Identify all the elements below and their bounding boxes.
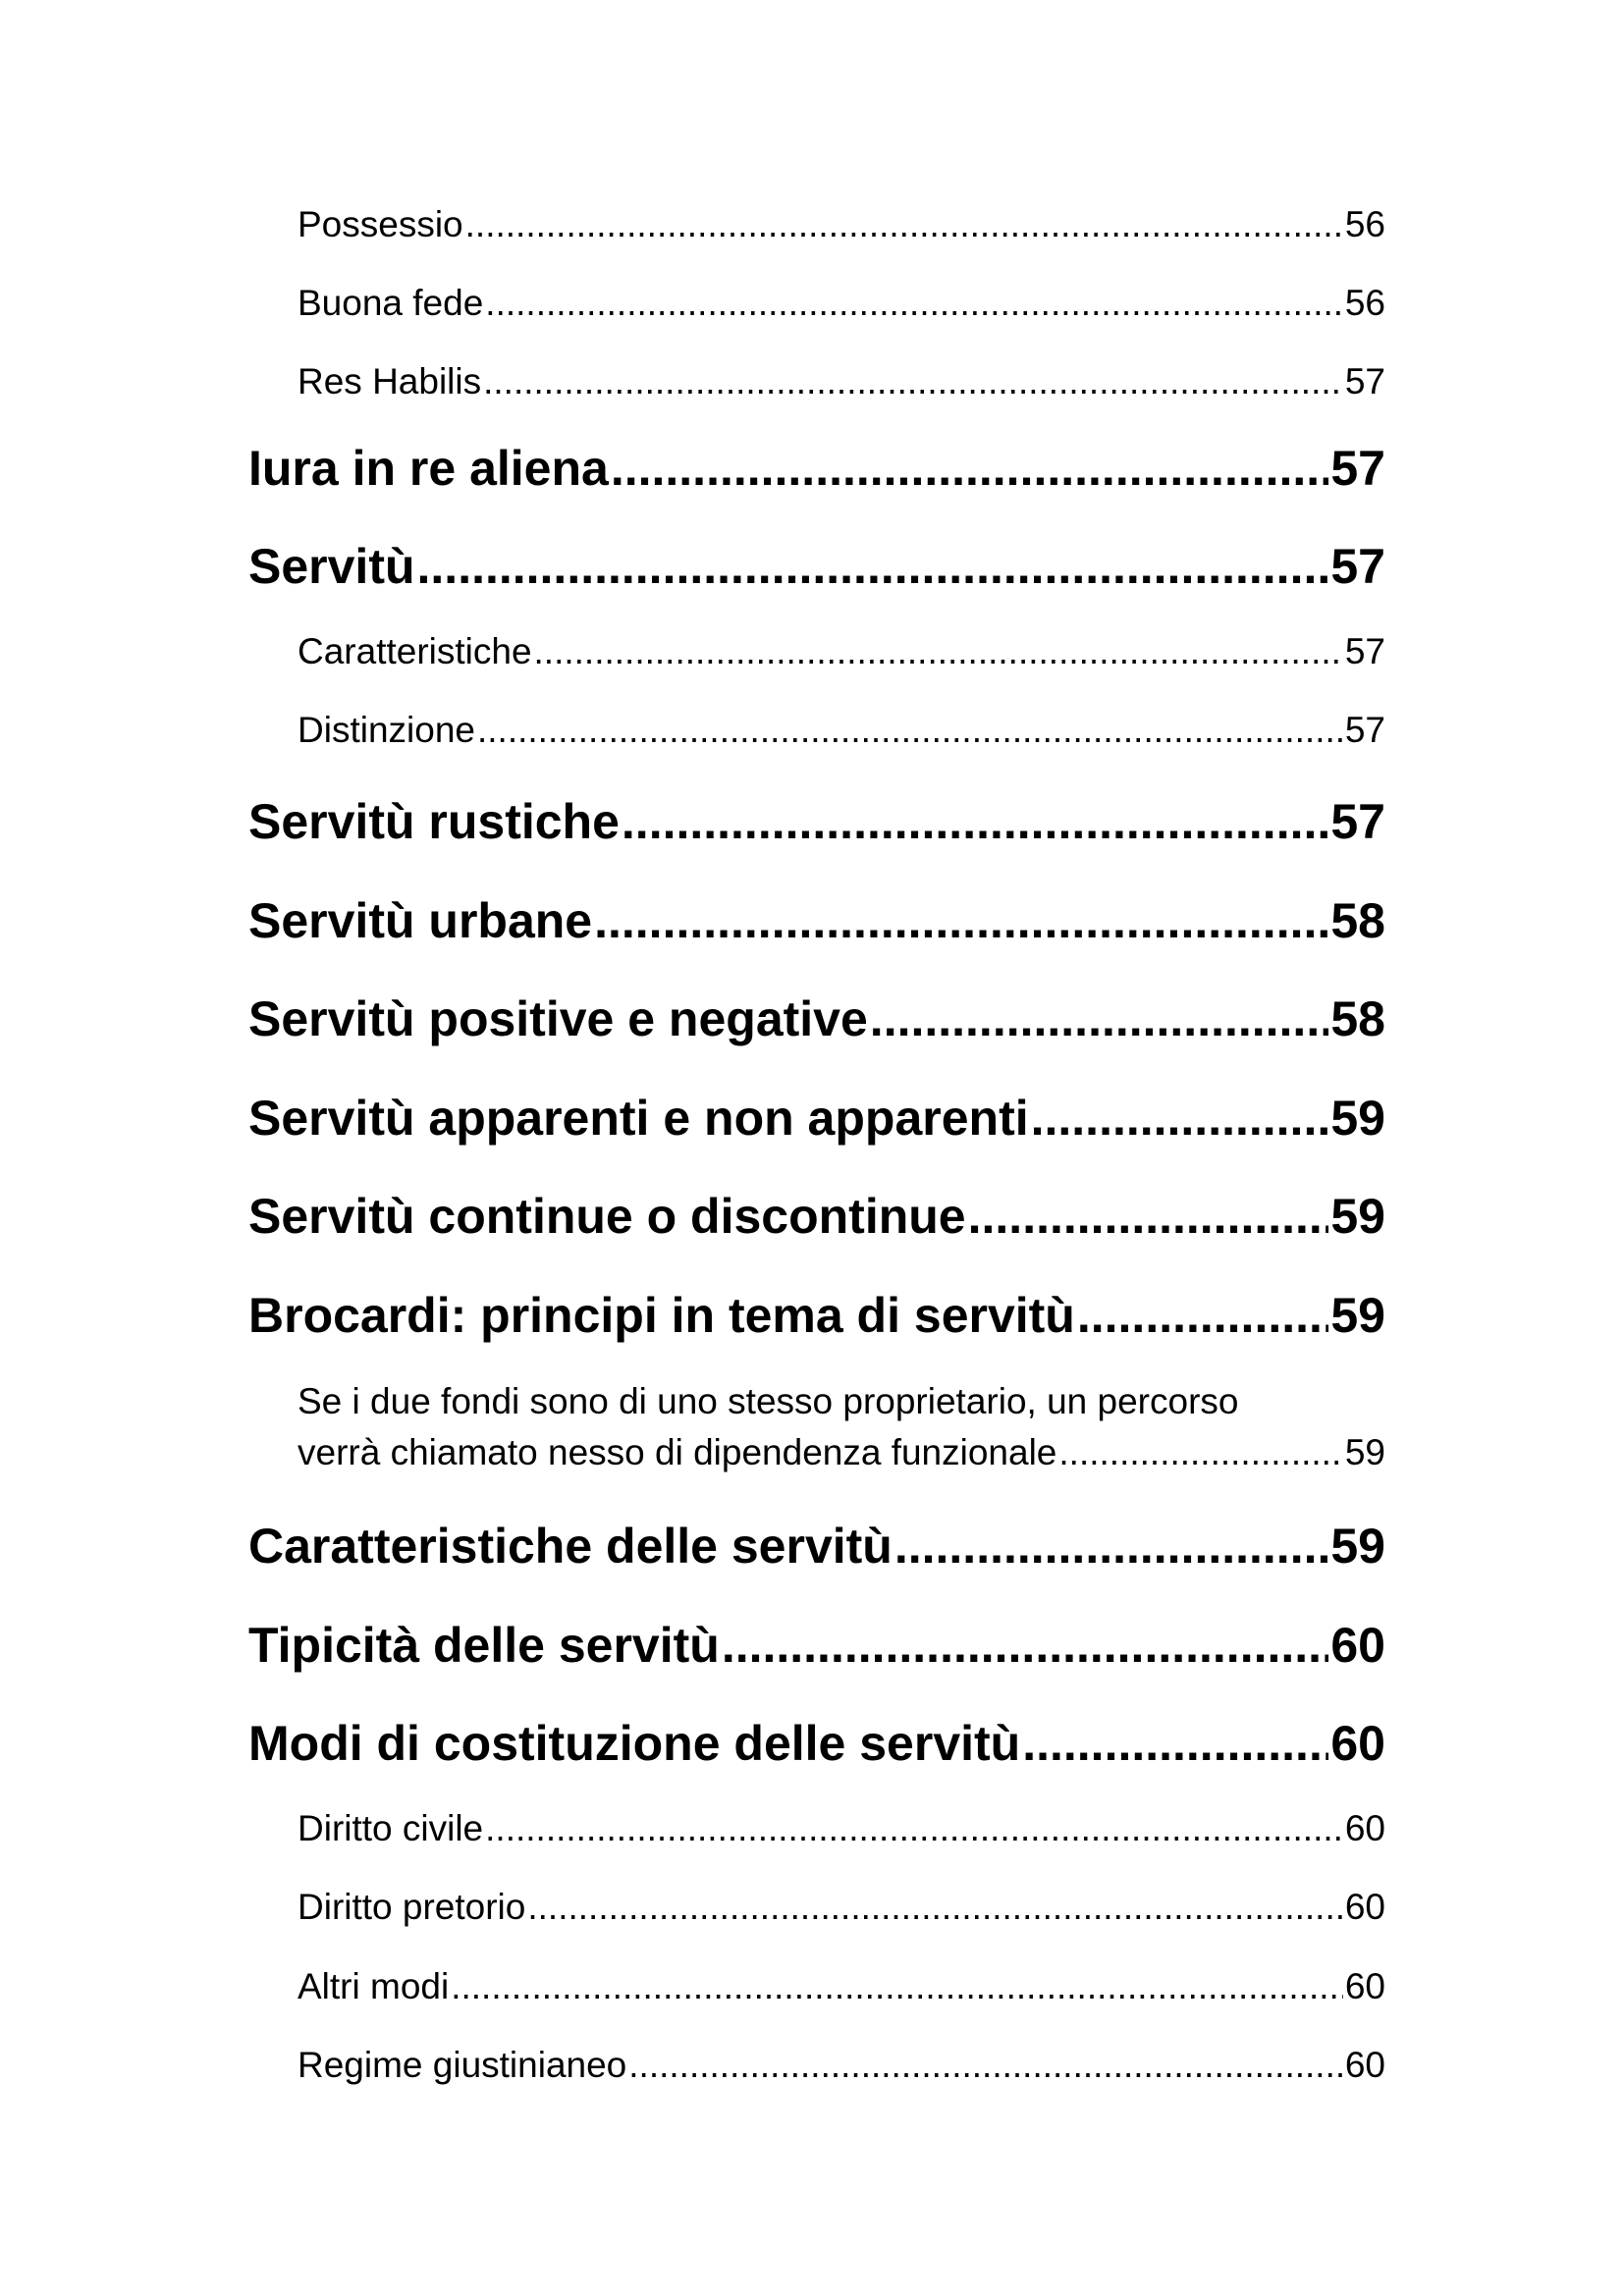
toc-entry-distinzione[interactable] [298,706,1385,755]
toc-entry-page: 56 [1344,283,1385,323]
toc-entry-title-line2: verrà chiamato nesso di dipendenza funzionale [298,1432,1057,1472]
toc-entry-title: Brocardi: principi in tema di servitù [248,1288,1075,1343]
toc-entry-page: 60 [1344,1966,1385,2006]
toc-entry-page: 57 [1330,794,1385,849]
toc-entry-title: Modi di costituzione delle servitù [248,1716,1021,1771]
toc-entry-res-habilis[interactable] [298,357,1385,406]
dot-leader [465,200,1343,249]
dot-leader [477,706,1343,755]
toc-entry-page: 57 [1344,710,1385,750]
toc-entry-title: Servitù urbane [248,893,593,948]
toc-entry-caratteristiche-servitu[interactable] [248,1515,1385,1577]
toc-entry-tipicita-servitu[interactable] [248,1614,1385,1677]
toc-entry-page: 59 [1344,1432,1385,1472]
dot-leader [870,988,1329,1050]
toc-entry-page: 57 [1330,441,1385,496]
toc-entry-title: Res Habilis [298,361,482,401]
toc-entry-title: Servitù apparenti e non apparenti [248,1091,1029,1146]
toc-entry-title: Iura in re aliena [248,441,609,496]
toc-entry-servitu-continue[interactable] [248,1185,1385,1248]
toc-entry-page: 57 [1344,631,1385,671]
dot-leader [527,1883,1342,1932]
toc-entry-page: 58 [1330,991,1385,1046]
dot-leader [894,1515,1329,1577]
toc-entry-page: 60 [1344,1808,1385,1848]
dot-leader [611,437,1329,500]
toc-entry-page: 60 [1344,2045,1385,2085]
toc-entry-servitu-rustiche[interactable] [248,790,1385,853]
toc-entry-modi-costituzione[interactable] [248,1712,1385,1775]
toc-entry-title: Diritto civile [298,1808,484,1848]
toc-entry-title: Diritto pretorio [298,1887,526,1927]
toc-entry-title: Servitù positive e negative [248,991,868,1046]
toc-entry-servitu-positive-negative[interactable] [248,988,1385,1050]
toc-entry-diritto-pretorio[interactable] [298,1883,1385,1932]
toc-entry-title: Possessio [298,204,463,244]
toc-entry-caratteristiche[interactable] [298,627,1385,676]
dot-leader [451,1962,1343,2011]
toc-entry-page: 60 [1344,1887,1385,1927]
toc-entry-page: 57 [1330,539,1385,594]
toc-entry-title: Servitù rustiche [248,794,620,849]
dot-leader [722,1614,1329,1677]
toc-entry-page: 58 [1330,893,1385,948]
toc-entry-page: 59 [1330,1288,1385,1343]
toc-entry-nesso-dipendenza[interactable] [298,1376,1385,1478]
dot-leader [1031,1087,1329,1149]
toc-entry-title: Distinzione [298,710,475,750]
dot-leader [485,279,1343,328]
toc-entry-title-line1: Se i due fondi sono di uno stesso proprietario, un percorso [298,1381,1239,1421]
toc-entry-title: Caratteristiche [298,631,532,671]
toc-entry-regime-giustinianeo[interactable] [298,2041,1385,2090]
toc-entry-brocardi[interactable] [248,1284,1385,1347]
dot-leader [1022,1712,1328,1775]
toc-entry-servitu-urbane[interactable] [248,889,1385,952]
toc-entry-title: Buona fede [298,283,484,323]
toc-entry-page: 60 [1330,1618,1385,1673]
dot-leader [483,357,1343,406]
toc-entry-servitu-apparenti[interactable] [248,1087,1385,1149]
toc-entry-title: Servitù [248,539,415,594]
toc-entry-iura-in-re-aliena[interactable] [248,437,1385,500]
toc-entry-servitu[interactable] [248,535,1385,598]
toc-entry-title: Caratteristiche delle servitù [248,1519,893,1574]
toc-entry-altri-modi[interactable] [298,1962,1385,2011]
toc-entry-buona-fede[interactable] [298,279,1385,328]
toc-entry-title: Regime giustinianeo [298,2045,627,2085]
toc-entry-line2 [298,1427,1385,1478]
toc-entry-page: 60 [1330,1716,1385,1771]
dot-leader [417,535,1329,598]
toc-entry-page: 59 [1330,1091,1385,1146]
toc-entry-possessio[interactable] [298,200,1385,249]
toc-entry-title: Servitù continue o discontinue [248,1189,966,1244]
dot-leader [485,1804,1343,1853]
toc-entry-title: Tipicità delle servitù [248,1618,720,1673]
toc-entry-page: 57 [1344,361,1385,401]
dot-leader [1058,1427,1342,1478]
toc-entry-page: 59 [1330,1519,1385,1574]
dot-leader [968,1185,1329,1248]
dot-leader [534,627,1343,676]
toc-entry-page: 59 [1330,1189,1385,1244]
dot-leader [594,889,1328,952]
dot-leader [628,2041,1343,2090]
toc-entry-diritto-civile[interactable] [298,1804,1385,1853]
toc-entry-page: 56 [1344,204,1385,244]
toc-entry-title: Altri modi [298,1966,450,2006]
dot-leader [1077,1284,1329,1347]
dot-leader [622,790,1328,853]
